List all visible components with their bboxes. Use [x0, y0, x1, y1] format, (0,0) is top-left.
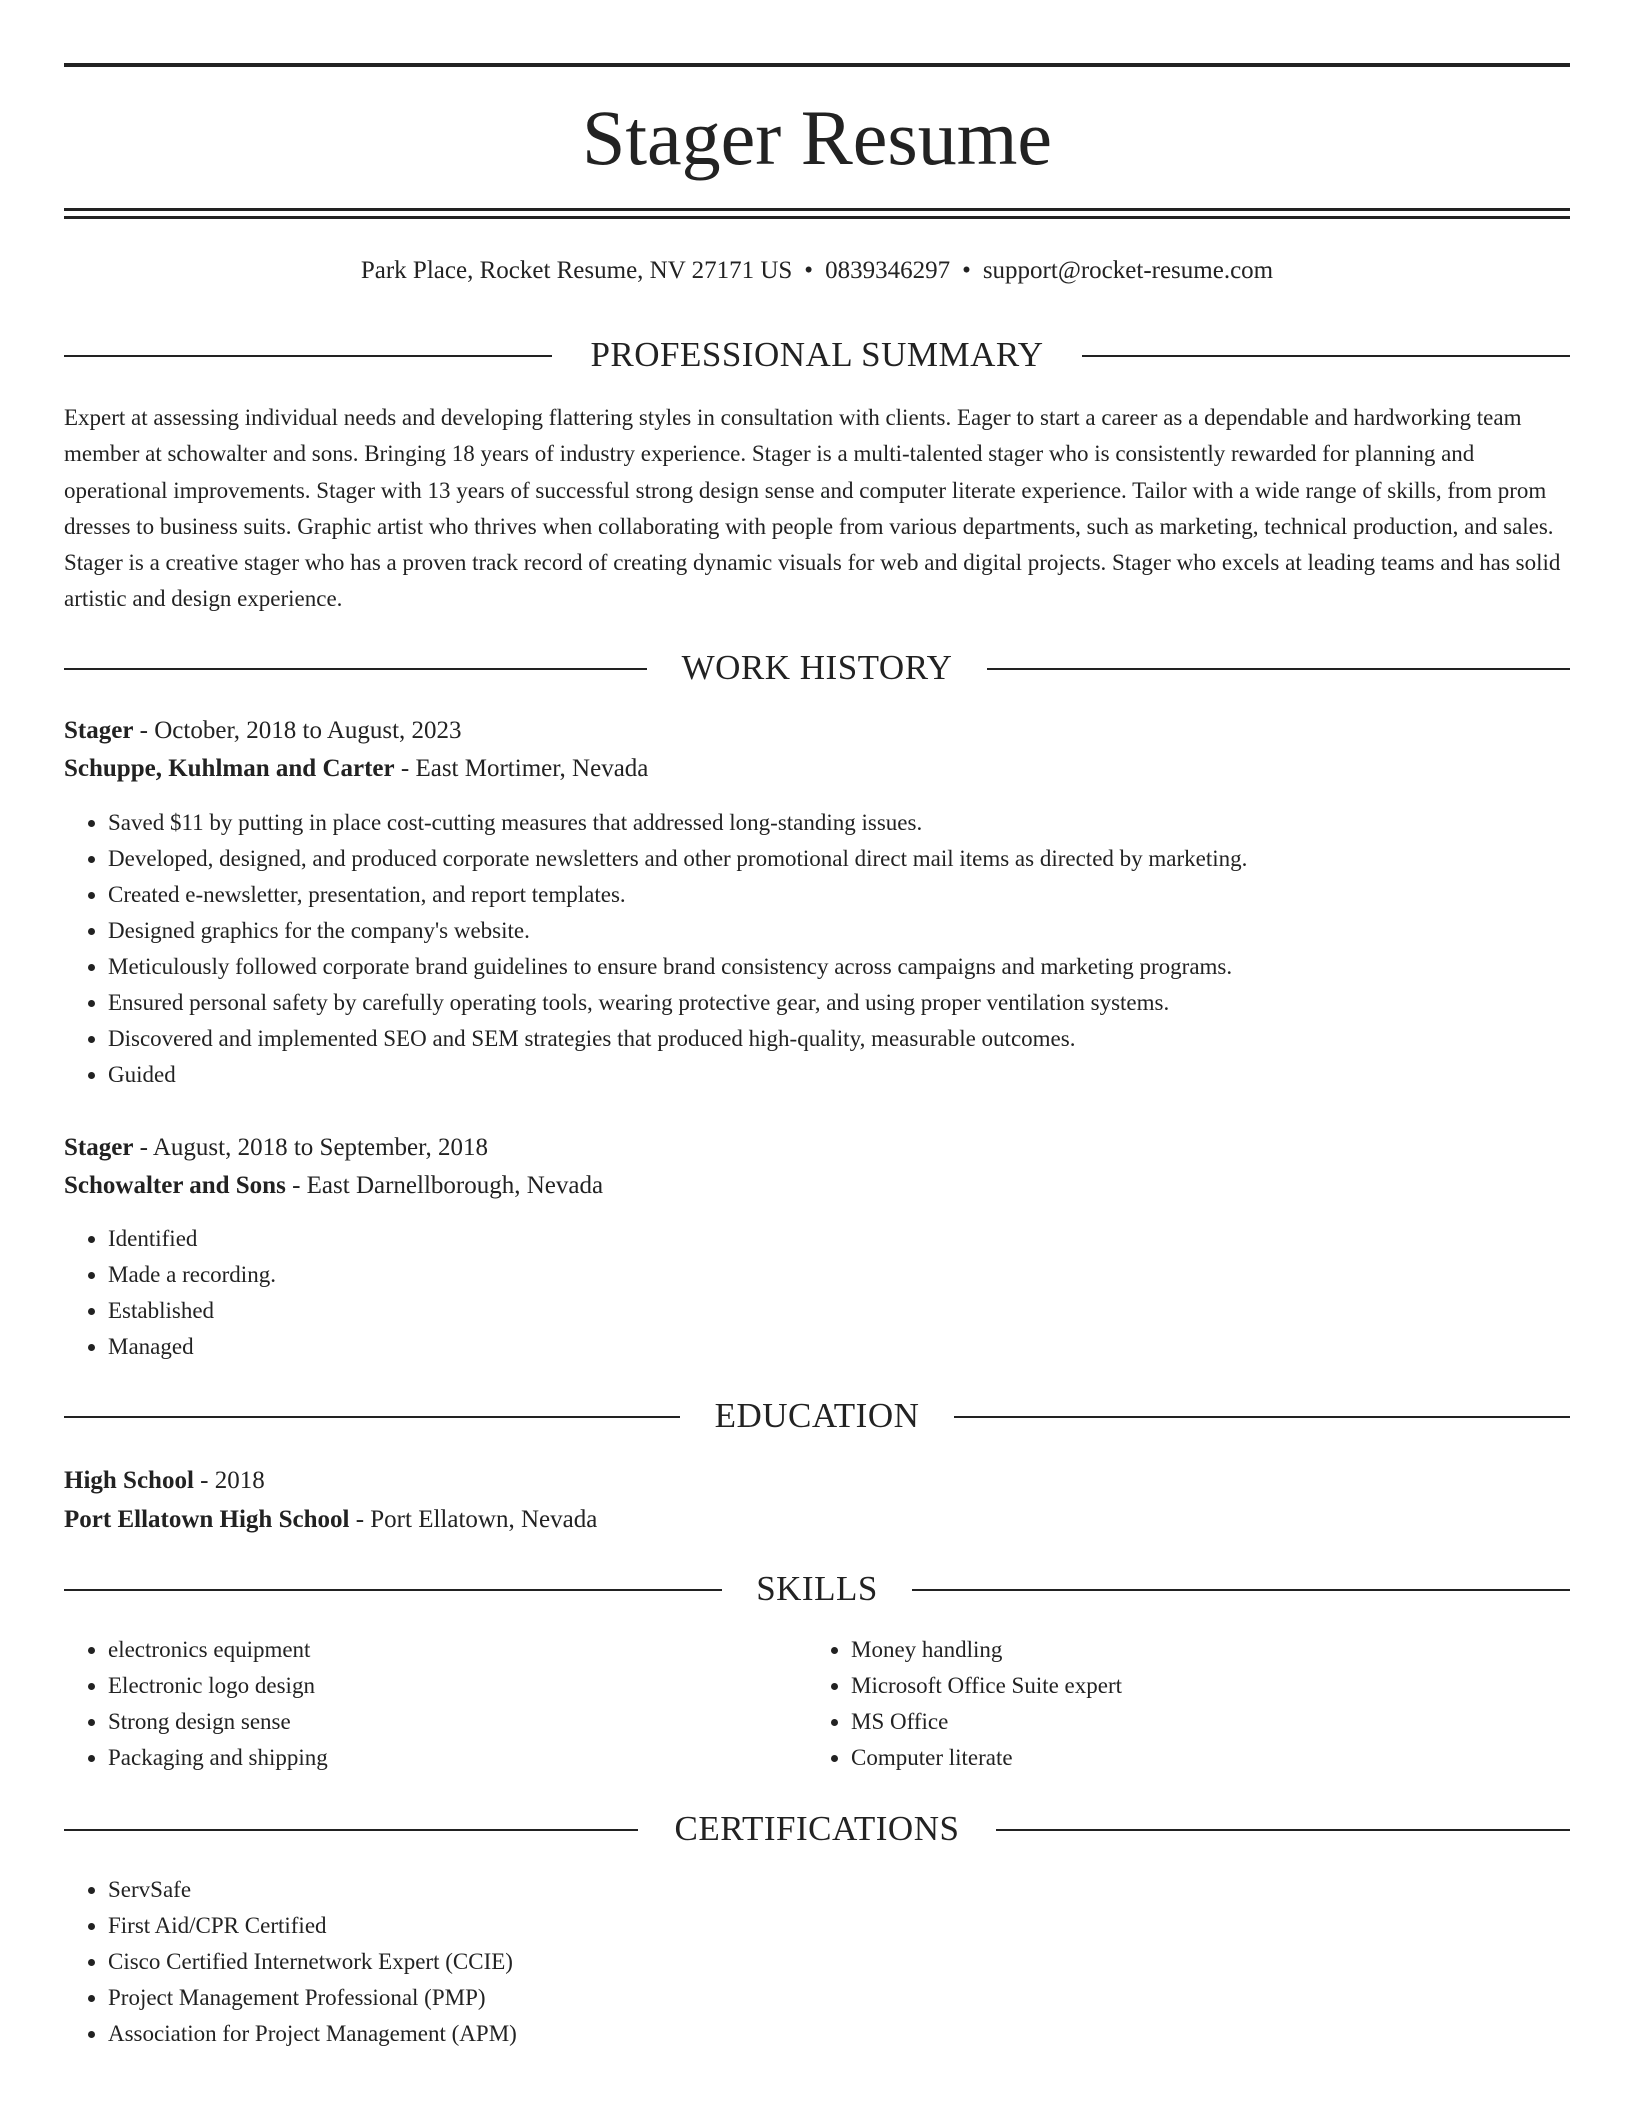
education-school-line — [64, 1502, 597, 1538]
skills-list-right — [807, 1632, 1122, 1776]
list-item: • Discovered and implemented SEO and SEM strategies that produced high-quality, measurable outcomes. — [108, 1021, 1247, 1057]
list-item: • Ensured personal safety by carefully operating tools, wearing protective gear, and using proper ventilation systems. — [108, 985, 1247, 1021]
list-item: • Made a recording. — [108, 1257, 276, 1293]
job-title: Stager — [64, 717, 134, 744]
list-item: • Developed, designed, and produced corporate newsletters and other promotional direct mail items as directed by marketing. — [108, 841, 1247, 877]
contact-address: Park Place, Rocket Resume, NV 27171 US — [360, 257, 793, 284]
section-title: EDUCATION — [714, 1396, 920, 1435]
list-item: • Established — [108, 1293, 276, 1329]
skill-item: • Strong design sense — [108, 1704, 328, 1740]
certification-item: • Cisco Certified Internetwork Expert (CCIE) — [108, 1944, 517, 1980]
skill-item: • Packaging and shipping — [108, 1740, 328, 1776]
header-top-rule — [64, 63, 1570, 67]
header-bottom-rule — [64, 208, 1570, 211]
education-location: - Port Ellatown, Nevada — [355, 1506, 598, 1533]
job-duties-list — [64, 805, 1247, 1093]
job-title-line — [64, 1130, 488, 1166]
certification-item: • ServSafe — [108, 1872, 517, 1908]
skills-list-left — [64, 1632, 328, 1776]
section-title: CERTIFICATIONS — [674, 1809, 960, 1848]
education-degree: High School — [64, 1467, 194, 1494]
certification-item: • Project Management Professional (PMP) — [108, 1980, 517, 2016]
skill-item: • Electronic logo design — [108, 1668, 328, 1704]
job-company-line — [64, 751, 648, 787]
section-title: WORK HISTORY — [681, 648, 953, 687]
summary-paragraph: Expert at assessing individual needs and developing flattering styles in consultation with clients. Eager to start a career as a dependable and hardworking team member at schowalter and sons. Bringing 18 years of industry experience. Stager is a multi-talented stager who is consistently rewarded for planning and operational improvements. Stager with 13 years of successful strong design sense and computer literate experience. Tailor with a wide range of skills, from prom dresses to business suits. Graphic artist who thrives when collaborating with people from various departments, such as marketing, technical production, and sales. Stager is a creative stager who has a proven track record of creating dynamic visuals for web and digital projects. Stager who excels at leading teams and has solid artistic and design experience. — [64, 405, 1561, 612]
list-item: • Saved $11 by putting in place cost-cutting measures that addressed long-standing issues. — [108, 805, 1247, 841]
job-title-line — [64, 713, 462, 749]
certification-item: • First Aid/CPR Certified — [108, 1908, 517, 1944]
list-item: • Meticulously followed corporate brand guidelines to ensure brand consistency across campaigns and marketing programs. — [108, 949, 1247, 985]
education-year: - 2018 — [200, 1467, 265, 1494]
skill-item: • Microsoft Office Suite expert — [851, 1668, 1122, 1704]
section-heading-summary — [64, 333, 1570, 377]
job-location: - East Darnellborough, Nevada — [292, 1172, 604, 1199]
contact-separator: • — [962, 257, 971, 284]
job-dates: - August, 2018 to September, 2018 — [139, 1134, 488, 1161]
contact-email: support@rocket-resume.com — [982, 257, 1274, 284]
list-item: • Designed graphics for the company's website. — [108, 913, 1247, 949]
skill-item: • MS Office — [851, 1704, 1122, 1740]
job-duties-list — [64, 1221, 276, 1365]
resume-title: Stager Resume — [581, 94, 1053, 181]
certification-item: • Association for Project Management (APM) — [108, 2016, 517, 2052]
list-item: • Managed — [108, 1329, 276, 1365]
section-heading-work-history — [64, 646, 1570, 690]
job-company: Schowalter and Sons — [64, 1172, 286, 1199]
contact-line — [64, 253, 1570, 289]
list-item: • Identified — [108, 1221, 276, 1257]
certifications-list — [64, 1872, 517, 2052]
job-company-line — [64, 1168, 603, 1204]
job-dates: - October, 2018 to August, 2023 — [139, 717, 462, 744]
section-heading-skills — [64, 1567, 1570, 1611]
skill-item: • Money handling — [851, 1632, 1122, 1668]
section-title: PROFESSIONAL SUMMARY — [590, 335, 1044, 374]
section-title: SKILLS — [756, 1569, 878, 1608]
skill-item: • electronics equipment — [108, 1632, 328, 1668]
section-heading-education — [64, 1394, 1570, 1438]
contact-separator: • — [804, 257, 814, 284]
job-title: Stager — [64, 1134, 134, 1161]
skill-item: • Computer literate — [851, 1740, 1122, 1776]
list-item: • Guided — [108, 1057, 1247, 1093]
list-item: • Created e-newsletter, presentation, and report templates. — [108, 877, 1247, 913]
job-company: Schuppe, Kuhlman and Carter — [64, 755, 395, 782]
contact-phone: 0839346297 — [825, 257, 951, 284]
education-degree-line — [64, 1463, 265, 1499]
job-location: - East Mortimer, Nevada — [400, 755, 649, 782]
section-heading-certifications — [64, 1807, 1570, 1851]
education-school: Port Ellatown High School — [64, 1506, 350, 1533]
header-bottom-rule-double — [64, 216, 1570, 219]
